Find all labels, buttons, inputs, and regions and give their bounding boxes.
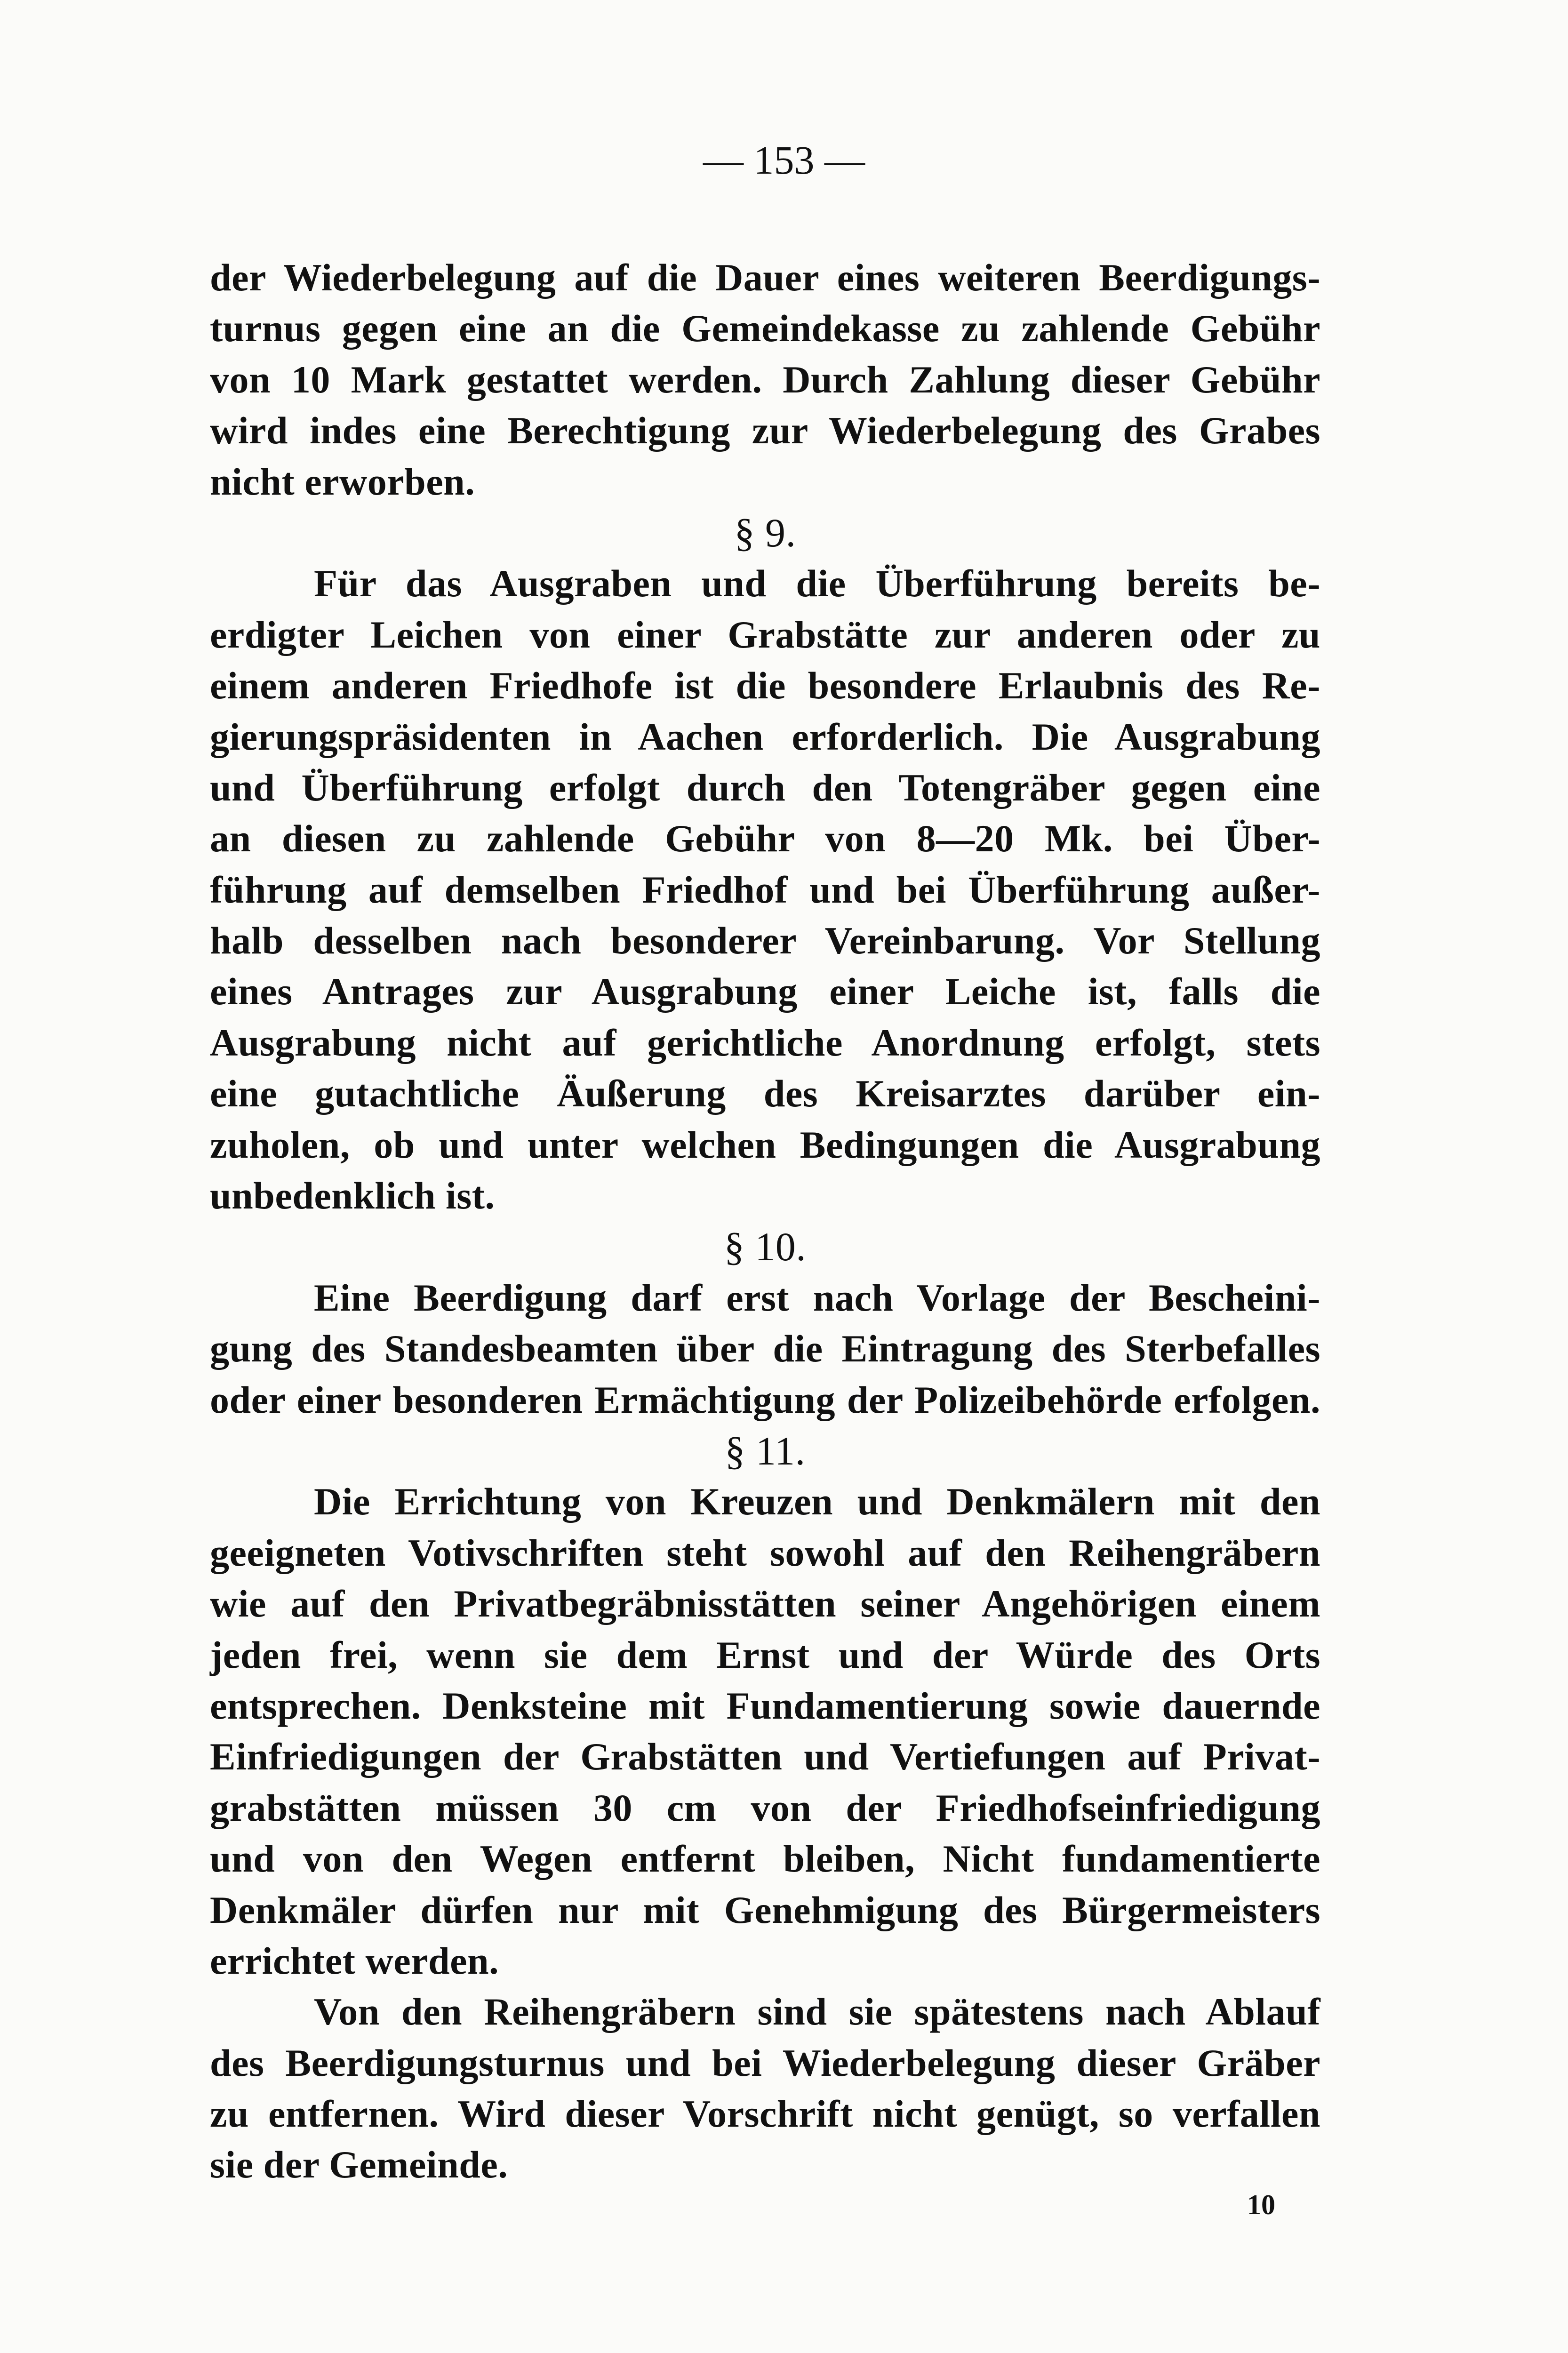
text-line: gierungspräsidenten in Aachen erforderlich. Die Ausgrabung: [210, 715, 1320, 758]
text-line: nicht erworben.: [210, 460, 475, 503]
text-line: einem anderen Friedhofe ist die besondere Erlaubnis des Re-: [210, 664, 1320, 707]
section-heading: § 10.: [724, 1224, 807, 1270]
text-line: Denkmäler dürfen nur mit Genehmigung des Bürgermeisters: [210, 1888, 1320, 1931]
text-line: zu entfernen. Wird dieser Vorschrift nicht genügt, so verfallen: [210, 2092, 1320, 2136]
text-line: und von den Wegen entfernt bleiben, Nicht fundamentierte: [210, 1837, 1320, 1881]
text-line: wie auf den Privatbegräbnisstätten seiner Angehörigen einem: [210, 1582, 1320, 1625]
text-line: wird indes eine Berechtigung zur Wiederbelegung des Grabes: [210, 409, 1320, 452]
text-line: Für das Ausgraben und die Überführung bereits be-: [314, 562, 1320, 605]
text-line: erdigter Leichen von einer Grabstätte zur anderen oder zu: [210, 613, 1320, 656]
text-line: eines Antrages zur Ausgrabung einer Leiche ist, falls die: [210, 970, 1320, 1013]
signature-mark: 10: [1247, 2189, 1275, 2220]
text-line: und Überführung erfolgt durch den Totengräber gegen eine: [210, 766, 1320, 809]
text-line: unbedenklich ist.: [210, 1174, 495, 1217]
text-line: Einfriedigungen der Grabstätten und Vertiefungen auf Privat-: [210, 1735, 1320, 1778]
text-line: jeden frei, wenn sie dem Ernst und der Würde des Orts: [210, 1633, 1320, 1676]
text-line: an diesen zu zahlende Gebühr von 8—20 Mk. bei Über-: [210, 817, 1320, 860]
page-number: — 153 —: [703, 137, 865, 183]
text-line: oder einer besonderen Ermächtigung der Polizeibehörde erfolgen.: [210, 1378, 1320, 1421]
text-line: grabstätten müssen 30 cm von der Friedhofseinfriedigung: [210, 1786, 1320, 1829]
body-text: [210, 252, 1320, 2191]
text-line: Die Errichtung von Kreuzen und Denkmälern mit den: [314, 1480, 1320, 1523]
section-heading: § 9.: [734, 510, 796, 555]
text-line: geeigneten Votivschriften steht sowohl auf den Reihengräbern: [210, 1531, 1320, 1574]
text-line: eine gutachtliche Äußerung des Kreisarztes darüber ein-: [210, 1072, 1320, 1115]
text-line: halb desselben nach besonderer Vereinbarung. Vor Stellung: [210, 919, 1320, 962]
text-line: gung des Standesbeamten über die Eintragung des Sterbefalles: [210, 1327, 1320, 1370]
text-line: entsprechen. Denksteine mit Fundamentierung sowie dauernde: [210, 1684, 1320, 1727]
text-line: Eine Beerdigung darf erst nach Vorlage der Bescheini-: [314, 1276, 1320, 1319]
text-line: Ausgrabung nicht auf gerichtliche Anordnung erfolgt, stets: [210, 1021, 1320, 1064]
text-line: turnus gegen eine an die Gemeindekasse zu zahlende Gebühr: [210, 307, 1320, 350]
text-line: zuholen, ob und unter welchen Bedingungen die Ausgrabung: [210, 1123, 1320, 1166]
text-line: von 10 Mark gestattet werden. Durch Zahlung dieser Gebühr: [210, 358, 1320, 401]
text-line: des Beerdigungsturnus und bei Wiederbelegung dieser Gräber: [210, 2041, 1320, 2084]
section-heading: § 11.: [725, 1428, 806, 1473]
text-line: errichtet werden.: [210, 1939, 499, 1982]
text-line: führung auf demselben Friedhof und bei Überführung außer-: [210, 868, 1320, 911]
text-line: der Wiederbelegung auf die Dauer eines weiteren Beerdigungs-: [210, 256, 1320, 299]
text-line: Von den Reihengräbern sind sie spätestens nach Ablauf: [314, 1990, 1320, 2033]
text-line: sie der Gemeinde.: [210, 2143, 508, 2186]
